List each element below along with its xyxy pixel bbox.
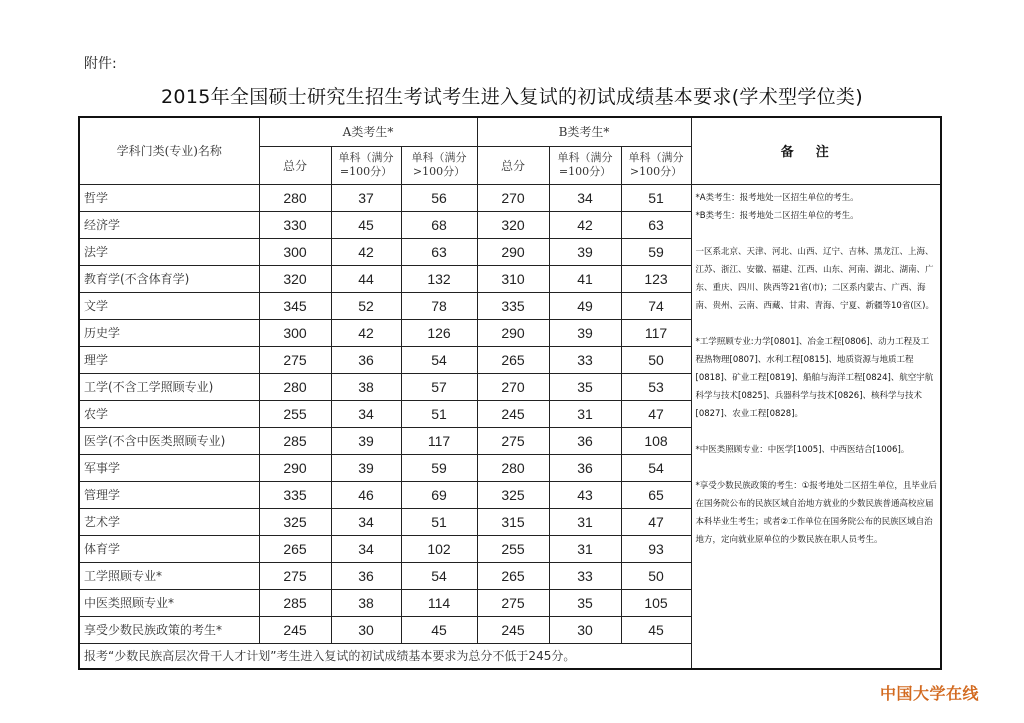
score-b-total: 290: [477, 319, 549, 346]
score-b-total: 270: [477, 373, 549, 400]
group-b-header: B类考生*: [477, 117, 691, 146]
score-b-sgt: 74: [621, 292, 691, 319]
score-a-total: 275: [259, 346, 331, 373]
score-b-sgt: 117: [621, 319, 691, 346]
score-a-sgt: 51: [401, 508, 477, 535]
score-b-s100: 39: [549, 238, 621, 265]
score-a-sgt: 102: [401, 535, 477, 562]
subject-name: 理学: [79, 346, 259, 373]
score-b-s100: 43: [549, 481, 621, 508]
subject-name: 工学照顾专业*: [79, 562, 259, 589]
score-a-total: 335: [259, 481, 331, 508]
subject-name: 体育学: [79, 535, 259, 562]
score-b-sgt: 123: [621, 265, 691, 292]
subject-name: 法学: [79, 238, 259, 265]
score-a-s100: 52: [331, 292, 401, 319]
score-b-s100: 31: [549, 508, 621, 535]
remark-engineering-majors: *工学照顾专业:力学[0801]、冶金工程[0806]、动力工程及工程热物理[0807]、水利工程[0815]、地质资源与地质工程[0818]、矿业工程[0819]、船舶与海洋工程[0824]、航空宇航科学与技术[0825]、兵器科学与技术[0826]、核科学与技术[0827]、农业工程[0828]。: [695, 336, 934, 419]
score-a-sgt: 54: [401, 346, 477, 373]
subject-name: 军事学: [79, 454, 259, 481]
score-b-s100: 41: [549, 265, 621, 292]
subject-name: 艺术学: [79, 508, 259, 535]
score-b-total: 245: [477, 400, 549, 427]
score-a-s100: 39: [331, 427, 401, 454]
subject-name: 医学(不含中医类照顾专业): [79, 427, 259, 454]
score-a-total: 285: [259, 427, 331, 454]
subject-name: 中医类照顾专业*: [79, 589, 259, 616]
score-b-total: 265: [477, 562, 549, 589]
a-total-header: 总分: [259, 146, 331, 184]
score-a-sgt: 63: [401, 238, 477, 265]
score-a-sgt: 69: [401, 481, 477, 508]
score-a-s100: 34: [331, 508, 401, 535]
score-b-total: 320: [477, 211, 549, 238]
remarks-cell: [691, 184, 941, 669]
subject-name: 享受少数民族政策的考生*: [79, 616, 259, 643]
remark-b-definition: *B类考生：报考地处二区招生单位的考生。: [695, 210, 859, 221]
subject-name: 经济学: [79, 211, 259, 238]
attachment-label: 附件:: [84, 56, 117, 72]
score-b-total: 245: [477, 616, 549, 643]
score-a-total: 290: [259, 454, 331, 481]
subject-name: 文学: [79, 292, 259, 319]
score-a-s100: 36: [331, 562, 401, 589]
score-a-total: 300: [259, 319, 331, 346]
subject-name: 教育学(不含体育学): [79, 265, 259, 292]
score-b-s100: 30: [549, 616, 621, 643]
score-b-s100: 39: [549, 319, 621, 346]
score-a-total: 325: [259, 508, 331, 535]
remarks-header: 备注: [691, 117, 941, 184]
score-a-sgt: 126: [401, 319, 477, 346]
score-b-total: 280: [477, 454, 549, 481]
score-b-s100: 35: [549, 589, 621, 616]
score-a-s100: 38: [331, 589, 401, 616]
score-b-sgt: 50: [621, 562, 691, 589]
b-total-header: 总分: [477, 146, 549, 184]
subject-name: 农学: [79, 400, 259, 427]
score-a-s100: 45: [331, 211, 401, 238]
score-a-sgt: 45: [401, 616, 477, 643]
site-watermark: 中国大学在线: [880, 684, 980, 703]
score-a-sgt: 56: [401, 184, 477, 211]
score-a-sgt: 54: [401, 562, 477, 589]
score-a-total: 345: [259, 292, 331, 319]
score-a-s100: 34: [331, 400, 401, 427]
score-b-total: 265: [477, 346, 549, 373]
subject-name: 工学(不含工学照顾专业): [79, 373, 259, 400]
score-b-sgt: 65: [621, 481, 691, 508]
score-a-s100: 39: [331, 454, 401, 481]
score-a-s100: 37: [331, 184, 401, 211]
subject-name: 哲学: [79, 184, 259, 211]
score-a-s100: 34: [331, 535, 401, 562]
remark-tcm-majors: *中医类照顾专业：中医学[1005]、中西医结合[1006]。: [695, 444, 910, 455]
score-a-total: 280: [259, 184, 331, 211]
score-b-s100: 31: [549, 400, 621, 427]
score-requirements-table: [78, 116, 942, 670]
score-a-sgt: 51: [401, 400, 477, 427]
footnote: 报考“少数民族高层次骨干人才计划”考生进入复试的初试成绩基本要求为总分不低于245分。: [79, 643, 691, 669]
score-b-sgt: 59: [621, 238, 691, 265]
group-a-header: A类考生*: [259, 117, 477, 146]
score-a-total: 265: [259, 535, 331, 562]
score-a-total: 255: [259, 400, 331, 427]
score-a-sgt: 78: [401, 292, 477, 319]
score-a-s100: 38: [331, 373, 401, 400]
score-b-s100: 36: [549, 427, 621, 454]
score-b-sgt: 93: [621, 535, 691, 562]
score-b-s100: 35: [549, 373, 621, 400]
score-a-sgt: 117: [401, 427, 477, 454]
score-b-total: 275: [477, 427, 549, 454]
score-b-sgt: 47: [621, 508, 691, 535]
score-a-s100: 36: [331, 346, 401, 373]
score-b-total: 315: [477, 508, 549, 535]
subject-name: 管理学: [79, 481, 259, 508]
score-a-s100: 30: [331, 616, 401, 643]
score-b-sgt: 50: [621, 346, 691, 373]
score-a-sgt: 68: [401, 211, 477, 238]
b-single-100-header: 单科（满分=100分）: [549, 146, 621, 184]
score-a-sgt: 114: [401, 589, 477, 616]
remark-a-definition: *A类考生：报考地处一区招生单位的考生。: [695, 192, 859, 203]
score-b-s100: 34: [549, 184, 621, 211]
score-b-sgt: 51: [621, 184, 691, 211]
score-b-sgt: 108: [621, 427, 691, 454]
score-b-s100: 36: [549, 454, 621, 481]
score-b-sgt: 54: [621, 454, 691, 481]
score-b-sgt: 53: [621, 373, 691, 400]
table-row: [79, 184, 941, 211]
score-b-s100: 31: [549, 535, 621, 562]
score-b-sgt: 105: [621, 589, 691, 616]
score-a-s100: 46: [331, 481, 401, 508]
score-b-total: 310: [477, 265, 549, 292]
score-b-total: 290: [477, 238, 549, 265]
score-a-total: 330: [259, 211, 331, 238]
b-single-over100-header: 单科（满分>100分）: [621, 146, 691, 184]
score-a-sgt: 57: [401, 373, 477, 400]
score-a-s100: 42: [331, 238, 401, 265]
score-b-sgt: 45: [621, 616, 691, 643]
score-b-sgt: 63: [621, 211, 691, 238]
score-b-total: 275: [477, 589, 549, 616]
score-a-total: 245: [259, 616, 331, 643]
remark-minority-policy: *享受少数民族政策的考生：①报考地处二区招生单位，且毕业后在国务院公布的民族区域自治地方就业的少数民族普通高校应届本科毕业生考生；或者②工作单位在国务院公布的民族区域自治地方，定向就业原单位的少数民族在职人员考生。: [695, 480, 937, 545]
score-a-total: 275: [259, 562, 331, 589]
score-b-s100: 33: [549, 346, 621, 373]
subject-header: 学科门类(专业)名称: [79, 117, 259, 184]
score-a-sgt: 59: [401, 454, 477, 481]
score-b-total: 270: [477, 184, 549, 211]
score-b-total: 255: [477, 535, 549, 562]
score-b-s100: 33: [549, 562, 621, 589]
score-a-total: 300: [259, 238, 331, 265]
subject-name: 历史学: [79, 319, 259, 346]
score-b-sgt: 47: [621, 400, 691, 427]
score-a-s100: 44: [331, 265, 401, 292]
page-title: 2015年全国硕士研究生招生考试考生进入复试的初试成绩基本要求(学术型学位类): [161, 86, 863, 108]
score-a-total: 285: [259, 589, 331, 616]
score-b-total: 335: [477, 292, 549, 319]
a-single-over100-header: 单科（满分>100分）: [401, 146, 477, 184]
score-b-s100: 42: [549, 211, 621, 238]
remark-zones: 一区系北京、天津、河北、山西、辽宁、吉林、黑龙江、上海、江苏、浙江、安徽、福建、江西、山东、河南、湖北、湖南、广东、重庆、四川、陕西等21省(市)；二区系内蒙古、广西、海南、贵州、云南、西藏、甘肃、青海、宁夏、新疆等10省(区)。: [695, 246, 934, 311]
score-a-s100: 42: [331, 319, 401, 346]
score-b-s100: 49: [549, 292, 621, 319]
score-a-total: 280: [259, 373, 331, 400]
score-b-total: 325: [477, 481, 549, 508]
score-a-sgt: 132: [401, 265, 477, 292]
a-single-100-header: 单科（满分=100分）: [331, 146, 401, 184]
score-a-total: 320: [259, 265, 331, 292]
